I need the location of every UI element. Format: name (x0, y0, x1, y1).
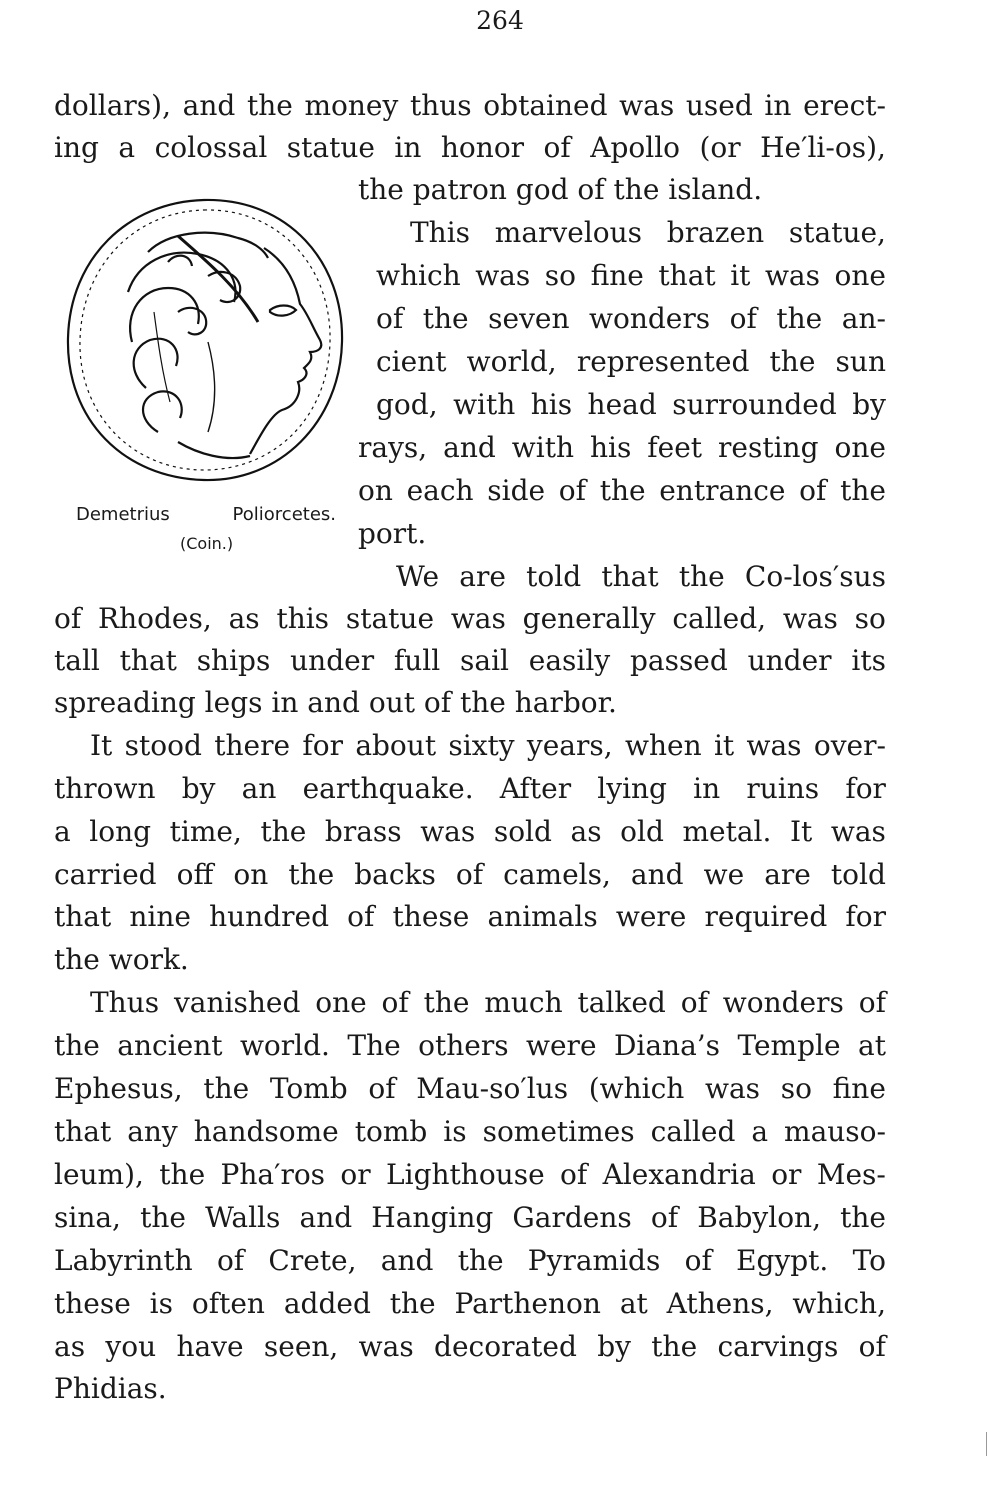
word: Labyrinth (54, 1244, 193, 1277)
word: for (845, 772, 886, 805)
word: over- (813, 729, 886, 762)
word: dollars), (54, 89, 171, 122)
word: told (830, 858, 886, 891)
word: which (376, 259, 461, 292)
text-line (376, 342, 886, 382)
word: one (834, 431, 886, 464)
word: honor (440, 131, 525, 164)
word: was (358, 1330, 414, 1363)
word: of (858, 1330, 886, 1363)
word: of (680, 986, 708, 1019)
figure-caption (76, 504, 336, 525)
word: camels, (503, 858, 611, 891)
word: the (651, 1330, 698, 1363)
word: the (288, 858, 335, 891)
word: Athens, (666, 1287, 774, 1320)
word: He′li-os), (760, 131, 886, 164)
word: marvelous (494, 216, 643, 249)
word: the (840, 474, 886, 507)
word: the (246, 89, 293, 122)
word: of (729, 302, 757, 335)
word: Tomb (269, 1072, 348, 1105)
word: statue (345, 602, 435, 635)
word: the (457, 1244, 504, 1277)
word: you (105, 1330, 157, 1363)
word: backs (354, 858, 436, 891)
word: Diana’s (613, 1029, 721, 1062)
word: (which (588, 1072, 685, 1105)
word: Walls (205, 1201, 281, 1234)
word: This (410, 216, 471, 249)
text-line (54, 599, 886, 639)
word: was (475, 259, 531, 292)
word: or (771, 1158, 802, 1191)
word: are (764, 858, 811, 891)
word: years, (526, 729, 613, 762)
word: each (406, 474, 474, 507)
word: the (422, 302, 469, 335)
text-line (358, 428, 886, 468)
word: added (283, 1287, 371, 1320)
word: Pha′ros (220, 1158, 326, 1191)
word: the (260, 815, 307, 848)
scan-mark (986, 1432, 987, 1456)
word: Co-los′sus (744, 560, 886, 593)
word: of (684, 1244, 712, 1277)
word: Rhodes, (98, 602, 212, 635)
text-line (410, 213, 886, 253)
word: side (487, 474, 546, 507)
word: animals (487, 900, 598, 933)
word: was (450, 602, 506, 635)
figure-subcaption: (Coin.) (180, 534, 234, 553)
word: was (705, 1072, 761, 1105)
word: sail (460, 644, 509, 677)
word: a (118, 131, 136, 164)
word: Parthenon (454, 1287, 601, 1320)
word: of (381, 986, 409, 1019)
text-line: spreading legs in and out of the harbor. (54, 686, 617, 719)
word: told (526, 560, 582, 593)
word: at (619, 1287, 648, 1320)
word: (or (699, 131, 741, 164)
word: so (544, 259, 577, 292)
word: of (368, 1072, 396, 1105)
word: Lighthouse (386, 1158, 545, 1191)
word: it (713, 729, 735, 762)
word: talked (577, 986, 666, 1019)
word: hundred (209, 900, 330, 933)
word: Alexandria (602, 1158, 756, 1191)
word: was (782, 602, 838, 635)
text-line (358, 471, 886, 511)
word: sixty (448, 729, 515, 762)
word: in (693, 772, 721, 805)
word: is (443, 1115, 467, 1148)
word: the (599, 474, 646, 507)
word: leum), (54, 1158, 144, 1191)
word: To (852, 1244, 886, 1277)
word: statue (286, 131, 375, 164)
word: was (619, 89, 675, 122)
text-line (54, 769, 886, 809)
word: represented (576, 345, 750, 378)
word: cient (376, 345, 447, 378)
word: head (587, 388, 657, 421)
word: of (54, 602, 82, 635)
word: off (176, 858, 214, 891)
word: After (499, 772, 572, 805)
word: of (560, 1158, 588, 1191)
text-line (54, 1069, 886, 1109)
word: by (597, 1330, 631, 1363)
word: his (530, 388, 573, 421)
word: the (776, 302, 823, 335)
word: called, (672, 602, 767, 635)
word: this (276, 602, 330, 635)
word: statue, (788, 216, 886, 249)
word: world. (239, 1029, 330, 1062)
word: which, (792, 1287, 886, 1320)
word: his (589, 431, 632, 464)
word: nine (129, 900, 191, 933)
word: the (840, 1201, 886, 1234)
word: its (851, 644, 886, 677)
page-number: 264 (476, 6, 524, 35)
word: vanished (173, 986, 301, 1019)
word: of (650, 1201, 679, 1234)
word: thrown (54, 772, 156, 805)
word: of (799, 474, 827, 507)
word: as (54, 1330, 86, 1363)
word: was (764, 259, 820, 292)
word: decorated (434, 1330, 577, 1363)
word: for (302, 729, 343, 762)
word: a (54, 815, 71, 848)
word: was (830, 815, 886, 848)
word: and (380, 1244, 434, 1277)
word: any (127, 1115, 178, 1148)
word: Demetrius (76, 504, 170, 525)
word: stood (124, 729, 202, 762)
word: world, (466, 345, 557, 378)
word: feet (647, 431, 703, 464)
word: on (233, 858, 269, 891)
word: obtained (483, 89, 608, 122)
text-line (54, 128, 886, 168)
word: Crete, (268, 1244, 357, 1277)
word: are (459, 560, 506, 593)
word: at (858, 1029, 886, 1062)
coin-illustration (58, 192, 350, 488)
word: of (347, 900, 375, 933)
word: and (182, 89, 236, 122)
word: It (90, 729, 113, 762)
word: that (601, 560, 659, 593)
text-line (376, 256, 886, 296)
text-line (54, 1198, 886, 1238)
word: ruins (746, 772, 820, 805)
text-line (54, 641, 886, 681)
word: sun (835, 345, 886, 378)
word: Temple (737, 1029, 841, 1062)
word: Mau-so′lus (416, 1072, 569, 1105)
word: mauso- (784, 1115, 886, 1148)
word: lying (597, 772, 667, 805)
word: by (181, 772, 216, 805)
word: Hanging (371, 1201, 494, 1234)
text-line (396, 557, 886, 597)
word: Mes- (816, 1158, 886, 1191)
word: under (290, 644, 375, 677)
word: an- (841, 302, 886, 335)
text-line (54, 1327, 886, 1367)
word: rays, (358, 431, 428, 464)
word: that (54, 1115, 112, 1148)
text-line (90, 983, 886, 1023)
word: brass (324, 815, 402, 848)
word: ancient (117, 1029, 223, 1062)
word: tomb (354, 1115, 428, 1148)
text-line (376, 299, 886, 339)
word: The (347, 1029, 401, 1062)
word: one (834, 259, 886, 292)
word: so (780, 1072, 812, 1105)
word: these (54, 1287, 131, 1320)
word: on (358, 474, 393, 507)
text-line (54, 1241, 886, 1281)
word: generally (522, 602, 656, 635)
word: carried (54, 858, 157, 891)
word: the (769, 345, 816, 378)
word: in (394, 131, 422, 164)
word: the (423, 986, 470, 1019)
word: or (340, 1158, 371, 1191)
word: the (678, 560, 725, 593)
word: about (355, 729, 437, 762)
text-line: the work. (54, 943, 189, 976)
word: tall (54, 644, 100, 677)
word: long (89, 815, 152, 848)
word: by (852, 388, 886, 421)
word: as (570, 815, 602, 848)
word: called (650, 1115, 736, 1148)
word: the (203, 1072, 250, 1105)
word: an (241, 772, 277, 805)
word: sometimes (482, 1115, 635, 1148)
word: easily (528, 644, 611, 677)
word: earthquake. (302, 772, 474, 805)
word: it (730, 259, 751, 292)
word: thus (409, 89, 472, 122)
text-line: the patron god of the island. (358, 173, 763, 206)
word: often (191, 1287, 265, 1320)
word: and (630, 858, 684, 891)
word: so (854, 602, 886, 635)
word: Pyramids (527, 1244, 661, 1277)
word: ing (54, 131, 99, 164)
word: sold (493, 815, 552, 848)
word: metal. (682, 815, 772, 848)
word: old (620, 815, 664, 848)
word: were (526, 1029, 597, 1062)
word: of (376, 302, 404, 335)
word: the (389, 1287, 436, 1320)
word: sina, (54, 1201, 121, 1234)
text-line (54, 1155, 886, 1195)
word: and (443, 431, 496, 464)
word: Gardens (512, 1201, 632, 1234)
text-line (54, 1026, 886, 1066)
word: was (420, 815, 476, 848)
word: money (304, 89, 399, 122)
word: these (392, 900, 470, 933)
word: We (396, 560, 440, 593)
word: we (703, 858, 745, 891)
word: and (299, 1201, 353, 1234)
word: time, (169, 815, 242, 848)
word: of (558, 474, 586, 507)
word: entrance (659, 474, 786, 507)
word: resting (718, 431, 819, 464)
text-line: port. (358, 517, 427, 550)
word: seven (488, 302, 570, 335)
word: Babylon, (697, 1201, 821, 1234)
word: Poliorcetes. (232, 504, 336, 525)
word: when (625, 729, 702, 762)
text-line (54, 897, 886, 937)
word: with (453, 388, 516, 421)
word: carvings (717, 1330, 839, 1363)
word: god, (376, 388, 438, 421)
word: with (511, 431, 574, 464)
word: the (140, 1201, 186, 1234)
text-line (54, 86, 886, 126)
word: fine (590, 259, 644, 292)
text-line: Phidias. (54, 1372, 167, 1405)
text-line (54, 1112, 886, 1152)
word: Ephesus, (54, 1072, 183, 1105)
word: surrounded (672, 388, 837, 421)
word: fine (832, 1072, 886, 1105)
word: for (845, 900, 886, 933)
word: passed (629, 644, 728, 677)
word: in (764, 89, 792, 122)
word: others (418, 1029, 509, 1062)
word: used (685, 89, 753, 122)
text-line (54, 1284, 886, 1324)
word: the (159, 1158, 206, 1191)
word: handsome (193, 1115, 339, 1148)
word: Thus (90, 986, 160, 1019)
word: one (315, 986, 367, 1019)
word: as (228, 602, 260, 635)
word: full (393, 644, 441, 677)
text-line (54, 812, 886, 852)
word: wonders (589, 302, 711, 335)
word: colossal (154, 131, 268, 164)
word: a (751, 1115, 769, 1148)
word: were (615, 900, 687, 933)
word: of (216, 1244, 245, 1277)
word: erect- (803, 89, 886, 122)
text-line (90, 726, 886, 766)
word: was (746, 729, 802, 762)
word: the (54, 1029, 100, 1062)
word: Egypt. (736, 1244, 829, 1277)
text-line (376, 385, 886, 425)
word: that (658, 259, 716, 292)
word: ships (196, 644, 271, 677)
word: that (54, 900, 112, 933)
word: of (455, 858, 484, 891)
text-line (54, 855, 886, 895)
word: Apollo (590, 131, 681, 164)
word: is (149, 1287, 173, 1320)
word: seen, (263, 1330, 339, 1363)
word: required (704, 900, 828, 933)
word: there (214, 729, 291, 762)
word: of (858, 986, 886, 1019)
word: under (747, 644, 832, 677)
word: It (789, 815, 813, 848)
word: of (543, 131, 571, 164)
word: brazen (666, 216, 765, 249)
word: wonders (722, 986, 844, 1019)
word: much (484, 986, 563, 1019)
word: that (119, 644, 177, 677)
word: have (176, 1330, 244, 1363)
